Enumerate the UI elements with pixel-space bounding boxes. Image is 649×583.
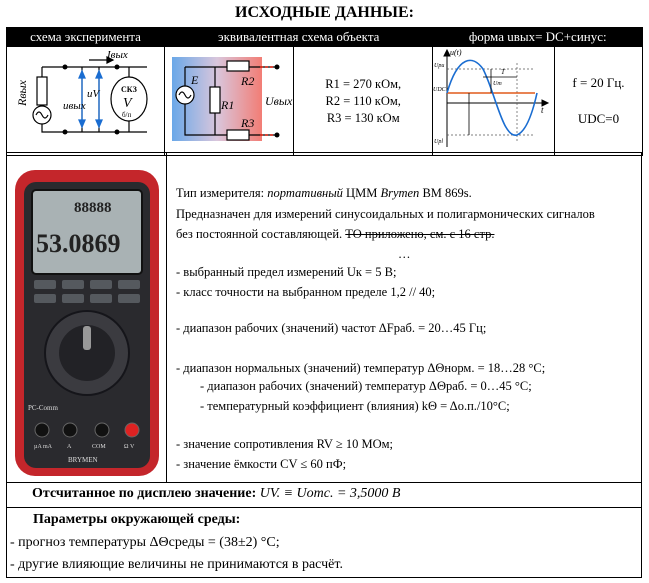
jack-ua-label: µA mA	[34, 444, 52, 450]
info-line-resistance: - значение сопротивления RV ≥ 10 МОм;	[176, 437, 393, 451]
info-line-no-dc: без постоянной составляющей. ТО приложено, см. с 16 стр.	[176, 227, 495, 241]
display-main: 53.0869	[36, 229, 121, 258]
info-line-normal-temp: - диапазон нормальных (значений) температур ΔΘнорм. = 18…28 °С;	[176, 361, 546, 375]
r1-value: R1 = 270 кОм,	[325, 76, 402, 91]
u-m-label: Um	[493, 81, 503, 87]
frequency-cell	[554, 47, 642, 156]
frequency-value: f = 20 Гц.	[572, 75, 625, 90]
r-out-label: Rвых	[15, 80, 29, 106]
waveform-diagram	[433, 47, 553, 150]
header-experiment-scheme: схема эксперимента	[7, 28, 165, 47]
jack-com-label: COM	[92, 444, 106, 450]
i-out-label: Iвых	[107, 49, 128, 61]
u-pu-label: Upu	[434, 63, 445, 69]
display-secondary: 88888	[74, 200, 112, 216]
period-label: T	[501, 68, 506, 76]
info-line-work-temp: - диапазон рабочих (значений) температур ΔΘраб. = 0…45 °С;	[200, 379, 532, 393]
t-label: t	[541, 105, 544, 115]
u-v-label: uV	[87, 88, 100, 100]
experiment-circuit-diagram	[7, 47, 164, 150]
r2-label: R2	[241, 74, 255, 88]
waveform-cell	[433, 47, 555, 156]
info-line-range: - выбранный предел измерений Uк = 5 В;	[176, 265, 397, 279]
environment-other: - другие влияющие величины не принимаются в расчёт.	[10, 557, 343, 572]
equivalent-circuit-diagram	[165, 47, 293, 150]
header-waveform: форма uвых= DC+синус:	[433, 28, 643, 47]
header-equivalent-scheme: эквивалентная схема объекта	[165, 28, 433, 47]
u-pl-label: Upl	[434, 139, 444, 145]
reading-label: Отсчитанное по дисплею значение:	[32, 486, 260, 501]
e-label: E	[191, 73, 199, 87]
pc-comm-label: PC-Comm	[28, 404, 58, 412]
reading-row	[6, 483, 642, 508]
r3-label: R3	[241, 116, 255, 130]
device-v-label: V	[123, 96, 132, 111]
jack-v-label: Ω V	[124, 444, 135, 450]
info-line-temp-coeff: - температурный коэффициент (влияния) kΘ = Δо.п./10°С;	[200, 399, 510, 413]
device-sub-label: б/п	[122, 111, 132, 119]
r2-value: R2 = 110 кОм,	[325, 93, 401, 108]
u-dc-label: UDC	[433, 87, 447, 93]
u-out-eq-label: Uвых	[265, 94, 293, 108]
u-out-label: uвых	[63, 100, 86, 112]
info-line-ellipsis: …	[398, 247, 411, 261]
resistors-cell	[294, 47, 433, 156]
info-line-frequency: - диапазон рабочих (значений) частот ΔFраб. = 20…45 Гц;	[176, 321, 487, 335]
info-line-type: Тип измерителя: портативный ЦММ Brymen BM 869s.	[176, 186, 472, 200]
info-line-purpose: Предназначен для измерений синусоидальных и полигармонических сигналов	[176, 207, 595, 221]
device-label: СКЗ	[121, 85, 137, 94]
environment-temperature: - прогноз температуры ΔΘсреды = (38±2) °С;	[10, 535, 280, 550]
jack-a-label: A	[67, 444, 72, 450]
info-line-capacitance: - значение ёмкости CV ≤ 60 пФ;	[176, 457, 347, 471]
r3-value: R3 = 130 кОм	[326, 110, 400, 125]
multimeter-image	[12, 168, 162, 480]
r1-label: R1	[221, 98, 235, 112]
page-title: ИСХОДНЫЕ ДАННЫЕ:	[235, 4, 414, 21]
environment-title: Параметры окружающей среды:	[33, 512, 241, 527]
reading-value: UV. ≡ Uотс. = 3,5000 В	[259, 486, 401, 501]
equivalent-scheme-cell	[165, 47, 294, 156]
source-data-table	[6, 27, 643, 156]
info-line-accuracy: - класс точности на выбранном пределе 1,2 // 40;	[176, 285, 436, 299]
instrument-divider	[166, 152, 167, 483]
udc-value: UDC=0	[577, 111, 620, 126]
u-t-label: u(t)	[450, 48, 463, 57]
brand-label: BRYMEN	[68, 456, 98, 464]
experiment-scheme-cell	[7, 47, 165, 156]
